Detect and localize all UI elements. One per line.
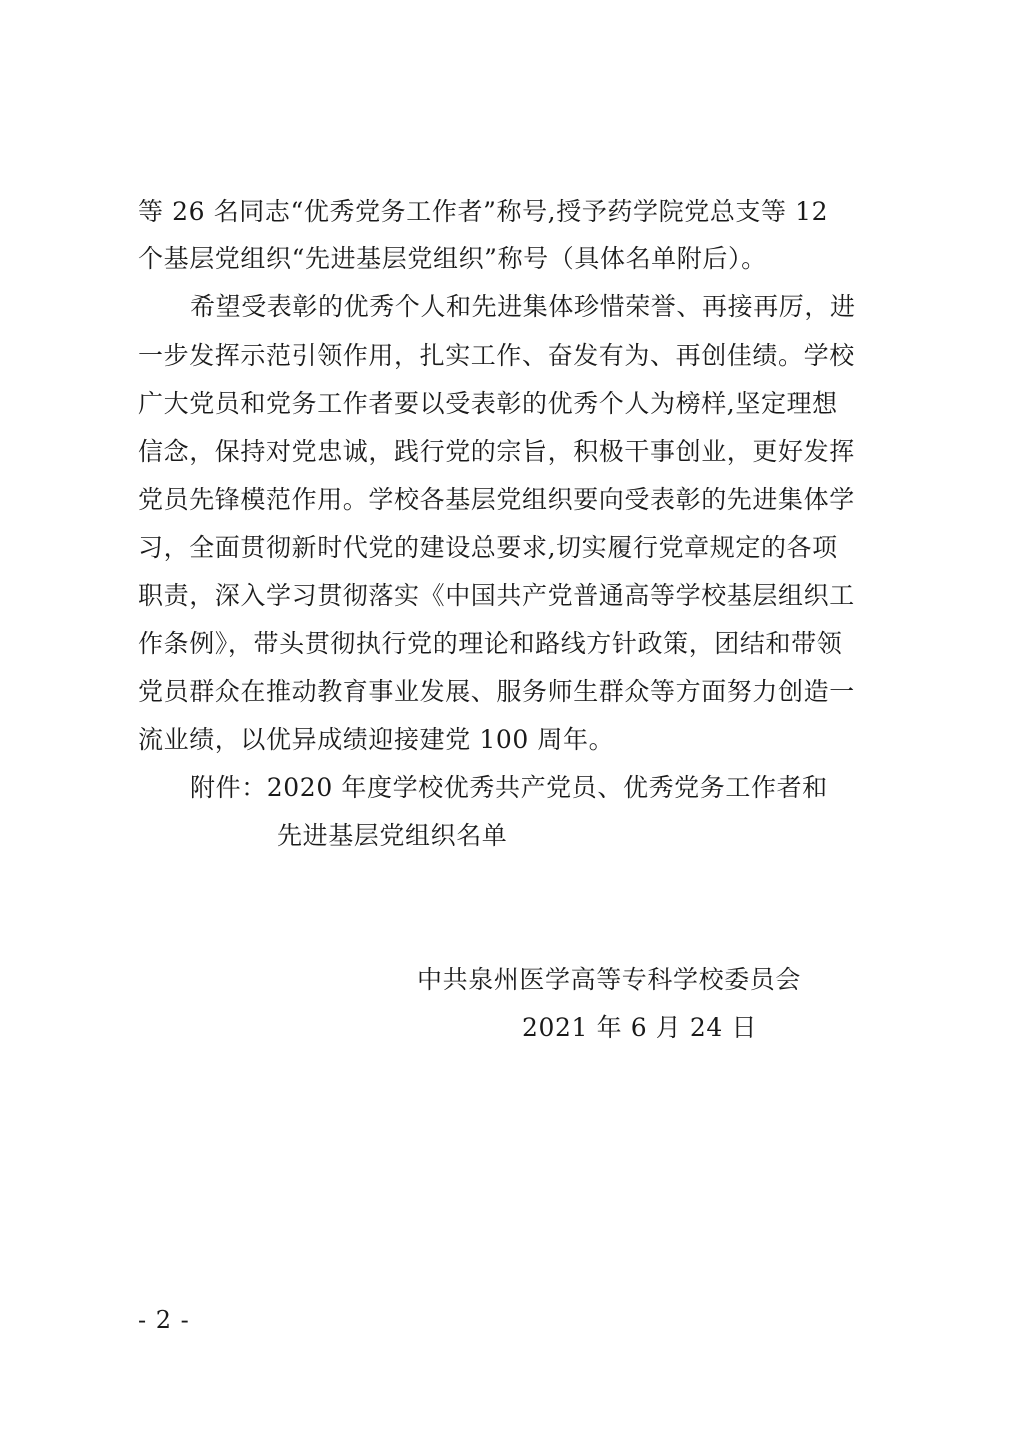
paragraph-line: 习，全面贯彻新时代党的建设总要求,切实履行党章规定的各项	[138, 533, 838, 562]
signature-date: 2021 年 6 月 24 日	[522, 1013, 758, 1042]
paragraph-line: 个基层党组织“先进基层党组织”称号（具体名单附后）。	[138, 244, 767, 273]
paragraph-line: 党员先锋模范作用。学校各基层党组织要向受表彰的先进集体学	[138, 485, 855, 514]
paragraph-line: 流业绩，以优异成绩迎接建党 100 周年。	[138, 725, 615, 754]
paragraph-line: 广大党员和党务工作者要以受表彰的优秀个人为榜样,坚定理想	[138, 389, 838, 418]
page-number: - 2 -	[138, 1306, 190, 1334]
paragraph-line: 信念，保持对党忠诚，践行党的宗旨，积极干事创业，更好发挥	[138, 437, 855, 466]
paragraph-line: 党员群众在推动教育事业发展、服务师生群众等方面努力创造一	[138, 677, 855, 706]
attachment-label: 附件：2020 年度学校优秀共产党员、优秀党务工作者和	[190, 773, 828, 802]
signature-organization: 中共泉州医学高等专科学校委员会	[417, 965, 802, 994]
paragraph-line: 等 26 名同志“优秀党务工作者”称号,授予药学院党总支等 12	[138, 197, 829, 226]
paragraph-line: 希望受表彰的优秀个人和先进集体珍惜荣誉、再接再厉，进	[190, 292, 856, 321]
paragraph-line: 作条例》，带头贯彻执行党的理论和路线方针政策，团结和带领	[138, 629, 843, 658]
attachment-title-continuation: 先进基层党组织名单	[277, 821, 508, 850]
paragraph-line: 一步发挥示范引领作用，扎实工作、奋发有为、再创佳绩。学校	[138, 341, 855, 370]
paragraph-line: 职责，深入学习贯彻落实《中国共产党普通高等学校基层组织工	[138, 581, 855, 610]
